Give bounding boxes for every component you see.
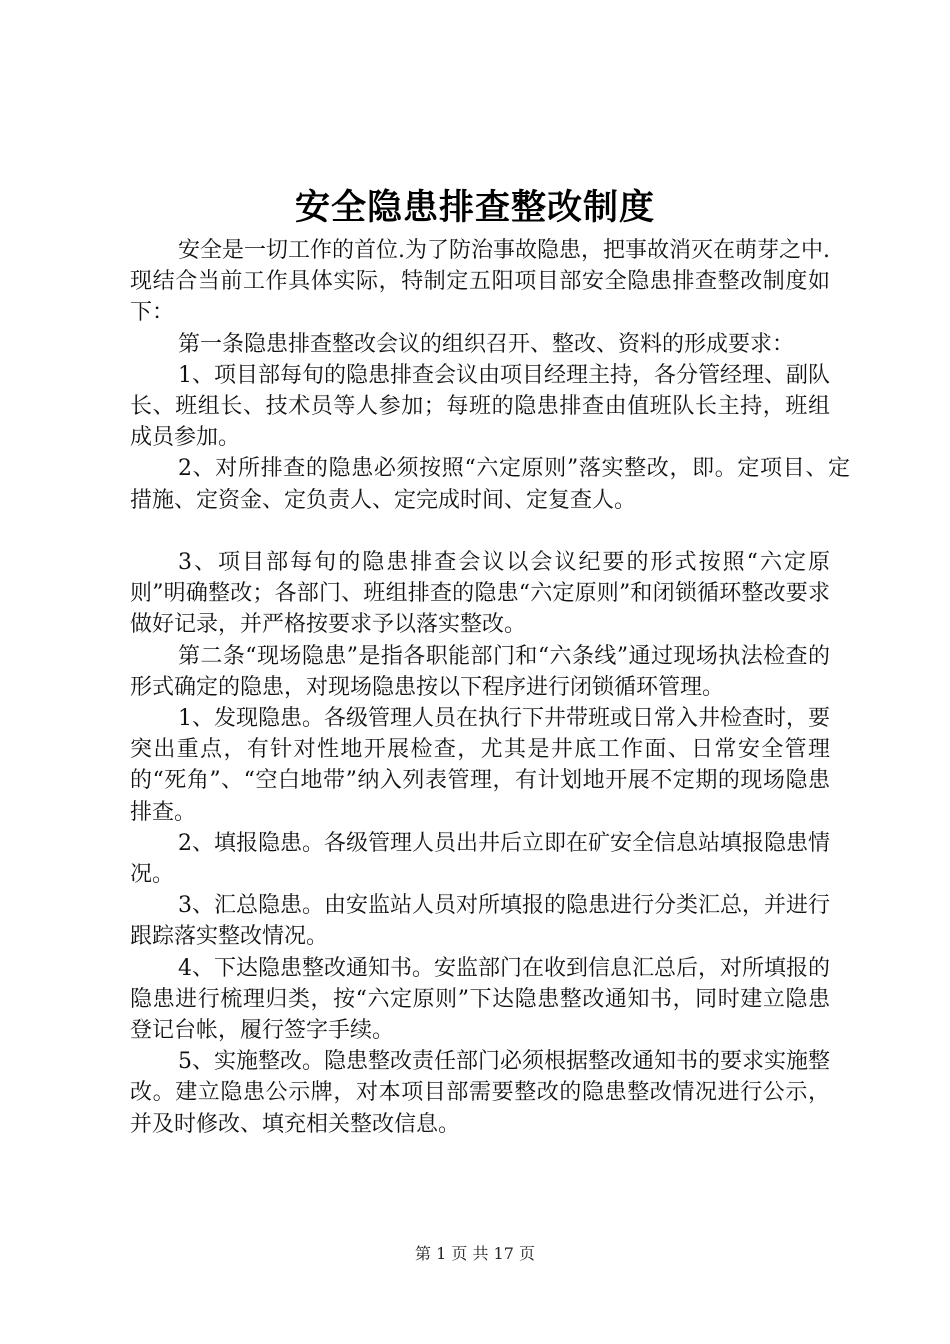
article-2-heading: 第二条“现场隐患”是指各职能部门和“六条线”通过现场执法检查的形式确定的隐患，对现场隐患按以下程序进行闭锁循环管理。 (130, 643, 830, 700)
article-2-item-4: 4、下达隐患整改通知书。安监部门在收到信息汇总后，对所填报的隐患进行梳理归类，按“六定原则”下达隐患整改通知书，同时建立隐患登记台帐，履行签字手续。 (130, 955, 830, 1044)
article-2-item-2: 2、填报隐患。各级管理人员出井后立即在矿安全信息站填报隐患情况。 (130, 830, 830, 888)
article-1-item-3: 3、项目部每旬的隐患排查会议以会议纪要的形式按照“六定原则”明确整改；各部门、班组排查的隐患“六定原则”和闭锁循环整改要求做好记录，并严格按要求予以落实整改。 (130, 550, 830, 638)
document-title: 安全隐患排查整改制度 (294, 188, 655, 228)
article-1-heading: 第一条隐患排查整改会议的组织召开、整改、资料的形成要求： (178, 331, 795, 357)
article-1-item-2: 2、对所排查的隐患必须按照“六定原则”落实整改，即。定项目、定措施、定资金、定负责人、定完成时间、定复查人。 (130, 456, 850, 513)
intro-paragraph: 安全是一切工作的首位.为了防治事故隐患，把事故消灭在萌芽之中.现结合当前工作具体实际，特制定五阳项目部安全隐患排查整改制度如下： (130, 238, 830, 326)
article-2-item-3: 3、汇总隐患。由安监站人员对所填报的隐患进行分类汇总，并进行跟踪落实整改情况。 (130, 893, 830, 950)
document-body (130, 235, 850, 1140)
article-2-item-1: 1、发现隐患。各级管理人员在执行下井带班或日常入井检查时，要突出重点，有针对性地开展检查，尤其是井底工作面、日常安全管理的“死角”、“空白地带”纳入列表管理，有计划地开展不定期的现场隐患排查。 (130, 706, 830, 825)
page-footer: 第 1 页 共 17 页 (415, 1244, 535, 1263)
article-1-item-1: 1、项目部每旬的隐患排查会议由项目经理主持，各分管经理、副队长、班组长、技术员等人参加；每班的隐患排查由值班队长主持，班组成员参加。 (130, 362, 830, 451)
article-2-item-5: 5、实施整改。隐患整改责任部门必须根据整改通知书的要求实施整改。建立隐患公示牌，对本项目部需要整改的隐患整改情况进行公示，并及时修改、填充相关整改信息。 (130, 1049, 830, 1137)
blank-line (130, 516, 830, 547)
